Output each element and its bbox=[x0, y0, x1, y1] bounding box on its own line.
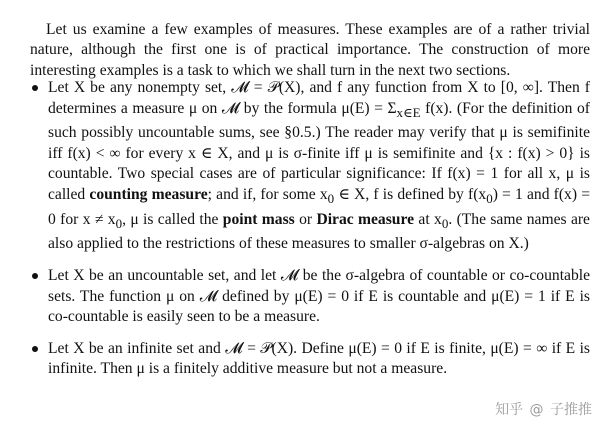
example-cocountable bbox=[30, 266, 590, 328]
watermark-site: 知乎 bbox=[495, 402, 524, 419]
bullet-icon bbox=[32, 85, 38, 91]
watermark-user: 子推推 bbox=[550, 402, 592, 419]
watermark-at: @ bbox=[529, 402, 544, 419]
intro-paragraph: Let us examine a few examples of measures. These examples are of a rather trivial nature, although the first one is of practical importance. The construction of more interesting examples is a task to which we shall turn in the next two sections. bbox=[30, 20, 590, 79]
term-point-mass: point mass bbox=[222, 210, 295, 228]
watermark bbox=[495, 400, 592, 421]
example-text: Let X be an infinite set and 𝓜 = 𝒫(X). Define μ(E) = 0 if E is finite, μ(E) = ∞ if E is infinite. Then μ is a finitely additive measure but not a measure. bbox=[48, 339, 590, 378]
bullet-icon bbox=[32, 346, 38, 352]
examples-list bbox=[30, 78, 590, 391]
term-dirac-measure: Dirac measure bbox=[316, 210, 415, 228]
example-text: Let X be any nonempty set, 𝓜 = 𝒫(X), and f any function from X to [0, ∞]. Then f determines a measure μ on 𝓜 by the formula $\mu(E) = \Sigma_{x\in E}$ f(x). (For the definition of such possibly uncountable sums, see §0.5.) The reader may verify that μ is semifinite iff f(x) < ∞ for every x ∈ X, and μ is σ-finite iff μ is semifinite and {x : f(x) > 0} is countable. Two special cases are of particular significance: If f(x) = 1 for all x, μ is called counting measure; and if, for some $x_0$ ∈ X, f is defined by $f(x_0) = 1$ and f(x) = 0 for $x \ne x_0$, μ is called the point mass or Dirac measure at $x_0$. (The same names are also applied to the restrictions of these measures to smaller σ-algebras on X.) bbox=[48, 79, 591, 253]
example-text: Let X be an uncountable set, and let 𝓜 be the σ-algebra of countable or co-countable sets. The function μ on 𝓜 defined by μ(E) = 0 if E is countable and μ(E) = 1 if E is co-countable is easily seen to be a measure. bbox=[48, 267, 590, 326]
example-counting-measure bbox=[30, 78, 590, 255]
example-finitely-additive bbox=[30, 339, 590, 380]
term-counting-measure: counting measure bbox=[89, 186, 208, 204]
bullet-icon bbox=[32, 273, 38, 279]
